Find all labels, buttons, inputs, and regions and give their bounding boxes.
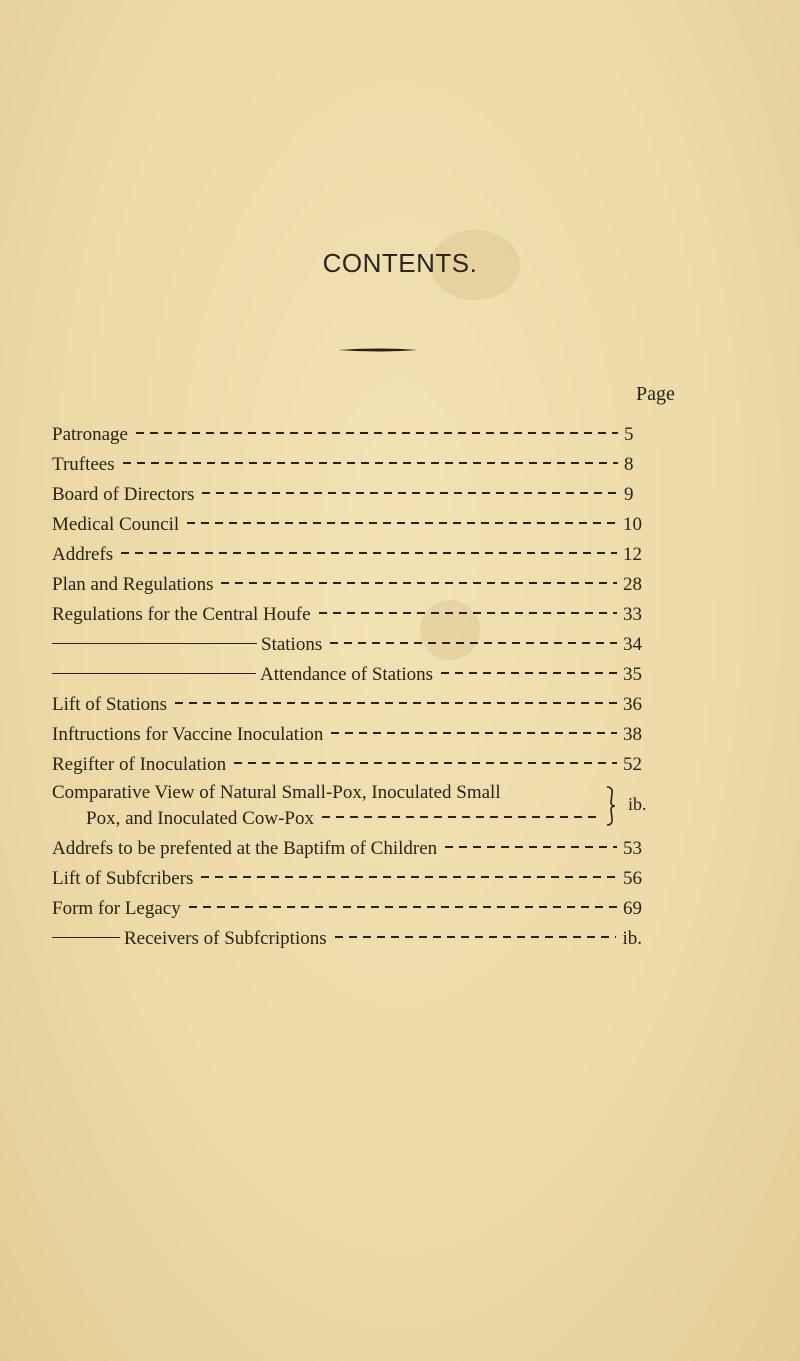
leader-dots <box>331 732 617 734</box>
toc-entry-label: Lift of Subfcribers <box>52 868 194 889</box>
leader-dots <box>136 432 618 434</box>
toc-entry-page: 10 <box>623 514 642 535</box>
toc-entry-label: Patronage <box>52 424 128 445</box>
toc-entry-label: Medical Council <box>52 514 180 535</box>
toc-entry-page: 38 <box>623 724 642 745</box>
toc-entry-register-of-inoculation[interactable] <box>52 754 642 780</box>
toc-entry-page: 33 <box>623 604 642 625</box>
leader-dots <box>121 552 617 554</box>
toc-entry-plan-and-regulations[interactable] <box>52 574 642 600</box>
toc-entry-address-baptism[interactable] <box>52 838 642 864</box>
toc-entry-comparative-view[interactable] <box>52 782 612 808</box>
toc-entry-page: 5 <box>624 424 634 445</box>
toc-entry-label: Receivers of Subfcriptions <box>124 928 327 949</box>
toc-entry-receivers-of-subscriptions[interactable] <box>52 928 642 954</box>
right-brace <box>606 786 616 826</box>
leader-dots <box>202 492 618 494</box>
leader-dots <box>187 522 617 524</box>
leader-dots <box>234 762 617 764</box>
toc-entry-label-continued: Pox, and Inoculated Cow-Pox <box>86 808 314 829</box>
toc-entry-page: ib. <box>628 794 647 814</box>
toc-entry-label: Inftructions for Vaccine Inoculation <box>52 724 324 745</box>
toc-entry-label: Stations <box>261 634 323 655</box>
toc-entry-label: Board of Directors <box>52 484 195 505</box>
toc-entry-page: 36 <box>623 694 642 715</box>
toc-entry-page: 34 <box>623 634 642 655</box>
ditto-rule <box>52 679 260 681</box>
toc-entry-label: Lift of Stations <box>52 694 168 715</box>
leader-dots <box>445 846 617 848</box>
toc-entry-page: 53 <box>623 838 642 859</box>
leader-dots <box>201 876 617 878</box>
page-column-heading: Page <box>636 383 675 405</box>
ditto-rule <box>52 943 124 945</box>
toc-entry-comparative-view-cont[interactable] <box>86 808 606 834</box>
leader-dots <box>319 612 617 614</box>
toc-entry-label: Regifter of Inoculation <box>52 754 227 775</box>
toc-entry-patronage[interactable] <box>52 424 642 450</box>
toc-entry-label: Addrefs <box>52 544 114 565</box>
page-title: CONTENTS. <box>322 248 478 278</box>
toc-entry-attendance-of-stations[interactable] <box>52 664 642 690</box>
leader-dots <box>123 462 618 464</box>
toc-entry-page: 8 <box>624 454 634 475</box>
toc-entry-page: 9 <box>624 484 634 505</box>
toc-entry-instructions-vaccine[interactable] <box>52 724 642 750</box>
toc-entry-page: ib. <box>622 928 642 949</box>
toc-entry-medical-council[interactable] <box>52 514 642 540</box>
toc-entry-address[interactable] <box>52 544 642 570</box>
toc-entry-page: 52 <box>623 754 642 775</box>
leader-dots <box>189 906 617 908</box>
toc-entry-list-of-stations[interactable] <box>52 694 642 720</box>
toc-entry-label: Plan and Regulations <box>52 574 214 595</box>
toc-entry-label: Addrefs to be prefented at the Baptifm of Children <box>52 838 438 859</box>
toc-entry-stations[interactable] <box>52 634 642 660</box>
toc-entry-page: 28 <box>623 574 642 595</box>
toc-entry-page: 12 <box>623 544 642 565</box>
leader-dots <box>441 672 617 674</box>
leader-dots <box>175 702 617 704</box>
toc-entry-trustees[interactable] <box>52 454 642 480</box>
leader-dots <box>335 936 617 938</box>
toc-entry-page: 56 <box>623 868 642 889</box>
toc-entry-label: Attendance of Stations <box>260 664 434 685</box>
toc-entry-label: Regulations for the Central Houfe <box>52 604 311 625</box>
toc-entry-board-of-directors[interactable] <box>52 484 642 510</box>
toc-entry-label: Truftees <box>52 454 115 475</box>
toc-entry-label: Form for Legacy <box>52 898 181 919</box>
toc-entry-form-for-legacy[interactable] <box>52 898 642 924</box>
ditto-rule <box>52 649 261 651</box>
ornamental-rule <box>338 348 418 352</box>
toc-entry-page: 69 <box>623 898 642 919</box>
leader-dots <box>221 582 617 584</box>
leader-dots <box>330 642 617 644</box>
leader-dots <box>322 816 600 818</box>
toc-entry-regulations-central-house[interactable] <box>52 604 642 630</box>
toc-entry-list-of-subscribers[interactable] <box>52 868 642 894</box>
toc-entry-label: Comparative View of Natural Small-Pox, Inoculated Small <box>52 782 501 803</box>
toc-entry-page: 35 <box>623 664 642 685</box>
